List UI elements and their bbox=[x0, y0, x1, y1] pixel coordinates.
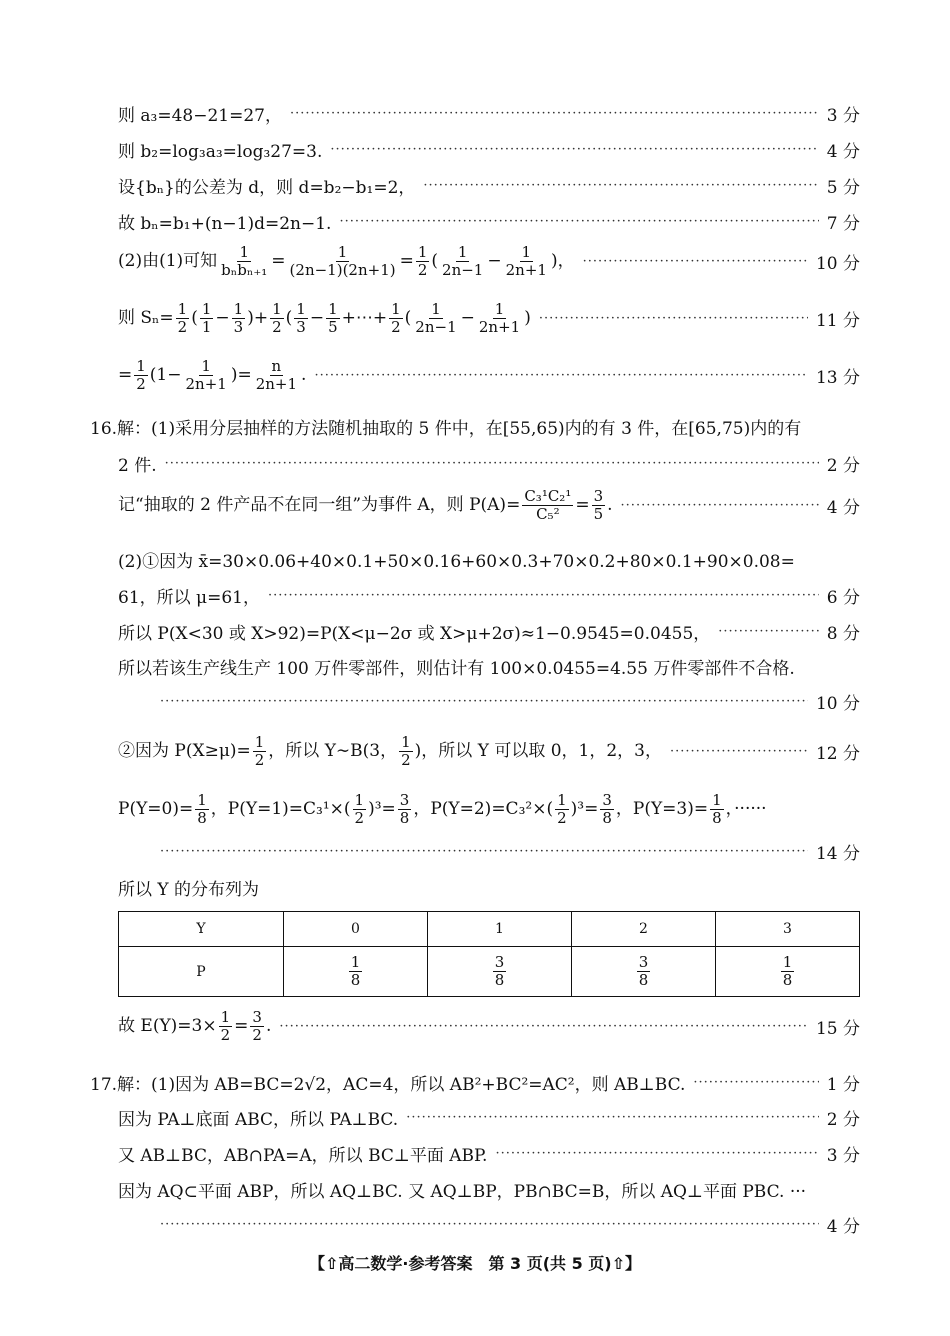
distribution-table bbox=[118, 911, 860, 997]
fraction: $\frac{1}{2}$ bbox=[254, 733, 265, 769]
answer-line: 2 件. ····· 2 分 bbox=[118, 451, 860, 476]
score: 14 分 bbox=[815, 844, 860, 864]
leader-dots bbox=[160, 1217, 819, 1232]
leader-dots bbox=[279, 1019, 808, 1034]
table-cell: 2 bbox=[572, 912, 716, 947]
answer-line: (2)①因为 x̄=30×0.06+40×0.1+50×0.16+60×0.3+70×0.2+80×0.1+90×0.08= bbox=[118, 552, 795, 572]
answer-line-fraction: P(Y=0)= $\frac{1}{8}$ ，P(Y=1)=C₃¹×( $\frac{1}{2}$ )³= $\frac{3}{8}$ ，P(Y=2)=C₃²×( $\frac{1}{2}$ )³= $\frac{3}{8}$ ，P(Y=3)= $\frac{1}{8}$ ，······ bbox=[118, 791, 767, 827]
fraction: $\frac{3}{8}$ bbox=[494, 953, 505, 989]
fraction: $\frac{1}{\text{bₙbₙ₊₁}}$ bbox=[221, 243, 268, 279]
leader-dots bbox=[330, 142, 818, 157]
fraction: $\frac{1}{8}$ bbox=[197, 791, 207, 827]
fraction: $\frac{1}{2n+1}$ bbox=[505, 243, 547, 279]
fraction: $\frac{3}{8}$ bbox=[399, 791, 410, 827]
score: 10 分 bbox=[815, 254, 860, 274]
score: 15 分 bbox=[815, 1019, 860, 1039]
answer-line-fraction: 故 E(Y)=3× $\frac{1}{2}$ = $\frac{3}{2}$ . ····· 15 分 bbox=[118, 1009, 860, 1044]
answer-line-fraction: (2)由(1)可知 $\frac{1}{\text{bₙbₙ₊₁}}$ = $\frac{1}{(2n-1)(2n+1)}$ = $\frac{1}{2}$ ( $\frac{1}{2n-1}$ − $\frac{1}{2n+1}$ )， ····· 10 分 bbox=[118, 244, 860, 279]
page-footer: 【⇧高二数学·参考答案 第 3 页(共 5 页)⇧】 bbox=[308, 1254, 642, 1273]
score: 2 分 bbox=[826, 1110, 860, 1130]
fraction: $\frac{1}{2}$ bbox=[177, 300, 188, 336]
answer-line: 61，所以 μ=61， ····· 6 分 bbox=[118, 583, 860, 608]
leader-dots bbox=[693, 1075, 818, 1090]
leader-dots bbox=[539, 311, 808, 326]
score: 6 分 bbox=[826, 588, 860, 608]
leader-dots bbox=[423, 178, 818, 193]
score: 12 分 bbox=[815, 744, 860, 764]
score: 4 分 bbox=[826, 142, 860, 162]
table-cell: Y bbox=[119, 912, 284, 947]
answer-line-fraction: 记“抽取的 2 件产品不在同一组”为事件 A，则 P(A)= $\frac{\text{C₃¹C₂¹}}{\text{C₅²}}$ = $\frac{3}{5}$ . ····· 4 分 bbox=[118, 488, 860, 523]
score: 3 分 bbox=[826, 106, 860, 126]
score: 1 分 bbox=[826, 1075, 860, 1095]
answer-line-fraction: ②因为 P(X≥μ)= $\frac{1}{2}$ ，所以 Y∼B(3， $\frac{1}{2}$ )，所以 Y 可以取 0，1，2，3， ····· 12 分 bbox=[118, 734, 860, 769]
fraction: $\frac{1}{2}$ bbox=[272, 300, 282, 336]
answer-line: 又 AB⊥BC，AB∩PA=A，所以 BC⊥平面 ABP. ····· 3 分 bbox=[118, 1141, 860, 1166]
fraction: $\frac{1}{2}$ bbox=[557, 791, 567, 827]
leader-dots bbox=[160, 844, 808, 859]
score: 3 分 bbox=[826, 1146, 860, 1166]
leader-dots bbox=[670, 744, 808, 759]
answer-line: 因为 PA⊥底面 ABC，所以 PA⊥BC. ····· 2 分 bbox=[118, 1105, 860, 1130]
answer-line: 所以 P(X<30 或 X>92)=P(X<μ−2σ 或 X>μ+2σ)≈1−0.9545=0.0455， ····· 8 分 bbox=[118, 619, 860, 644]
leader-dots bbox=[290, 106, 819, 121]
leader-dots bbox=[621, 498, 819, 513]
fraction: $\frac{1}{2}$ bbox=[401, 733, 411, 769]
answer-line bbox=[160, 1212, 860, 1237]
fraction: $\frac{1}{8}$ bbox=[350, 953, 361, 989]
fraction: $\frac{1}{5}$ bbox=[328, 300, 338, 336]
fraction: $\frac{1}{2}$ bbox=[417, 243, 428, 279]
table-cell bbox=[716, 947, 860, 997]
fraction: $\frac{1}{(2n-1)(2n+1)}$ bbox=[289, 243, 396, 279]
leader-dots bbox=[165, 456, 819, 471]
fraction: $\frac{3}{8}$ bbox=[638, 953, 649, 989]
leader-dots bbox=[495, 1146, 818, 1161]
question-17-start: 17.解：(1)因为 AB=BC=2√2，AC=4，所以 AB²+BC²=AC²，则 AB⊥BC. ····· 1 分 bbox=[90, 1070, 860, 1095]
answer-line: 则 a₃=48−21=27， ····· 3 分 bbox=[118, 101, 860, 126]
fraction: $\frac{1}{2}$ bbox=[136, 357, 146, 393]
fraction: $\frac{1}{3}$ bbox=[296, 300, 306, 336]
table-cell: 0 bbox=[284, 912, 428, 947]
score: 7 分 bbox=[826, 214, 860, 234]
answer-line: 故 bₙ=b₁+(n−1)d=2n−1. ····· 7 分 bbox=[118, 209, 860, 234]
fraction: $\frac{1}{2}$ bbox=[391, 300, 401, 336]
fraction: $\frac{1}{2n+1}$ bbox=[185, 357, 227, 393]
fraction: $\frac{3}{8}$ bbox=[602, 791, 612, 827]
score: 2 分 bbox=[826, 456, 860, 476]
answer-line: 则 b₂=log₃a₃=log₃27=3. ····· 4 分 bbox=[118, 137, 860, 162]
leader-dots bbox=[268, 588, 819, 603]
table-row bbox=[119, 947, 860, 997]
fraction: $\frac{1}{8}$ bbox=[712, 791, 722, 827]
leader-dots bbox=[314, 368, 808, 383]
score: 4 分 bbox=[826, 498, 860, 518]
table-cell: 1 bbox=[428, 912, 572, 947]
fraction: $\frac{1}{8}$ bbox=[782, 953, 793, 989]
table-cell bbox=[572, 947, 716, 997]
fraction: $\frac{1}{2}$ bbox=[220, 1008, 231, 1044]
fraction: $\frac{1}{1}$ bbox=[201, 300, 212, 336]
score: 8 分 bbox=[826, 624, 860, 644]
answer-line: 所以 Y 的分布列为 bbox=[118, 880, 260, 900]
score: 10 分 bbox=[815, 694, 860, 714]
table-cell: 3 bbox=[716, 912, 860, 947]
answer-line: 因为 AQ⊂平面 ABP，所以 AQ⊥BC. 又 AQ⊥BP，PB∩BC=B，所以 AQ⊥平面 PBC. ··· bbox=[118, 1182, 807, 1202]
leader-dots bbox=[339, 214, 818, 229]
answer-line bbox=[160, 689, 860, 714]
fraction: $\frac{3}{2}$ bbox=[252, 1008, 262, 1044]
fraction: $\frac{3}{5}$ bbox=[593, 487, 604, 523]
score: 13 分 bbox=[815, 368, 860, 388]
question-16-start: 16.解：(1)采用分层抽样的方法随机抽取的 5 件中，在[55,65)内的有 3 件，在[65,75)内的有 bbox=[90, 419, 802, 439]
answer-line-fraction: 则 Sₙ= $\frac{1}{2}$ ( $\frac{1}{1}$ − $\frac{1}{3}$ )+ $\frac{1}{2}$ ( $\frac{1}{3}$ − $\frac{1}{5}$ +⋯+ $\frac{1}{2}$ ( $\frac{1}{2n-1}$ − $\frac{1}{2n+1}$ ) ····· 11 分 bbox=[118, 301, 860, 336]
fraction: $\frac{1}{2n-1}$ bbox=[442, 243, 484, 279]
fraction: $\frac{\text{C₃¹C₂¹}}{\text{C₅²}}$ bbox=[524, 487, 572, 523]
score: 5 分 bbox=[826, 178, 860, 198]
fraction: $\frac{1}{3}$ bbox=[233, 300, 244, 336]
table-cell bbox=[284, 947, 428, 997]
score: 4 分 bbox=[826, 1217, 860, 1237]
leader-dots bbox=[406, 1110, 819, 1125]
answer-line-fraction: = $\frac{1}{2}$ (1− $\frac{1}{2n+1}$ )= $\frac{n}{2n+1}$ . ····· 13 分 bbox=[118, 358, 860, 393]
answer-line: 所以若该生产线生产 100 万件零部件，则估计有 100×0.0455=4.55 万件零部件不合格. bbox=[118, 659, 795, 679]
fraction: $\frac{1}{2n-1}$ bbox=[415, 300, 457, 336]
leader-dots bbox=[583, 254, 808, 269]
leader-dots bbox=[160, 694, 808, 709]
table-cell bbox=[428, 947, 572, 997]
score: 11 分 bbox=[815, 311, 860, 331]
leader-dots bbox=[718, 624, 819, 639]
answer-line bbox=[160, 839, 860, 864]
fraction: $\frac{1}{2}$ bbox=[354, 791, 365, 827]
fraction: $\frac{1}{2n+1}$ bbox=[478, 300, 521, 336]
fraction: $\frac{n}{2n+1}$ bbox=[255, 357, 298, 393]
table-header-row bbox=[119, 912, 860, 947]
answer-line: 设{bₙ}的公差为 d，则 d=b₂−b₁=2， ····· 5 分 bbox=[118, 173, 860, 198]
table-cell: P bbox=[119, 947, 284, 997]
